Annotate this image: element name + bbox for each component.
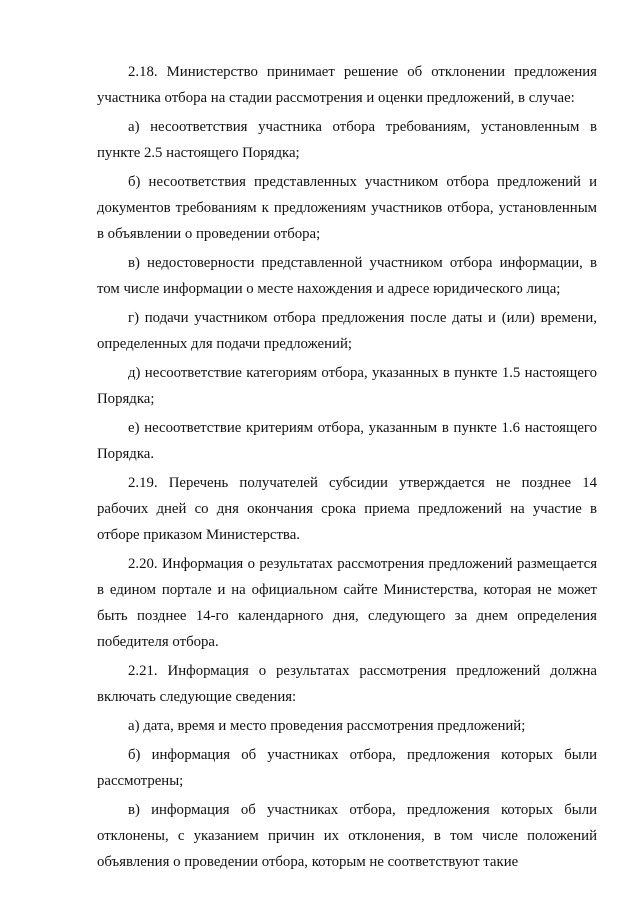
paragraph-2-19: 2.19. Перечень получателей субсидии утверждается не позднее 14 рабочих дней со дня окончания срока приема предложений на участие в отборе приказом Министерства. [97, 475, 597, 543]
paragraph-2-18: 2.18. Министерство принимает решение об отклонении предложения участника отбора на стадии рассмотрения и оценки предложений, в случае: [97, 64, 597, 106]
paragraph-2-18-d: д) несоответствие категориям отбора, указанных в пункте 1.5 настоящего Порядка; [97, 365, 597, 407]
paragraph-2-18-v: в) недостоверности представленной участником отбора информации, в том числе информации о месте нахождения и адресе юридического лица; [97, 255, 597, 297]
paragraph-2-18-e: е) несоответствие критериям отбора, указанным в пункте 1.6 настоящего Порядка. [97, 420, 597, 462]
paragraph-2-21: 2.21. Информация о результатах рассмотрения предложений должна включать следующие сведения: [97, 663, 597, 705]
paragraph-2-18-g: г) подачи участником отбора предложения после даты и (или) времени, определенных для подачи предложений; [97, 310, 597, 352]
paragraph-2-20: 2.20. Информация о результатах рассмотрения предложений размещается в едином портале и на официальном сайте Министерства, которая не может быть позднее 14-го календарного дня, следующего за днем определения победителя отбора. [97, 556, 597, 650]
paragraph-2-21-b: б) информация об участниках отбора, предложения которых были рассмотрены; [97, 747, 597, 789]
paragraph-2-21-v: в) информация об участниках отбора, предложения которых были отклонены, с указанием причин их отклонения, в том числе положений объявления о проведении отбора, которым не соответствуют такие [97, 802, 597, 870]
paragraph-2-18-b: б) несоответствия представленных участником отбора предложений и документов требованиям к предложениям участников отбора, установленным в объявлении о проведении отбора; [97, 174, 597, 242]
paragraph-2-18-a: а) несоответствия участника отбора требованиям, установленным в пункте 2.5 настоящего Порядка; [97, 119, 597, 161]
paragraph-2-21-a: а) дата, время и место проведения рассмотрения предложений; [128, 718, 526, 734]
document-page [97, 59, 597, 878]
